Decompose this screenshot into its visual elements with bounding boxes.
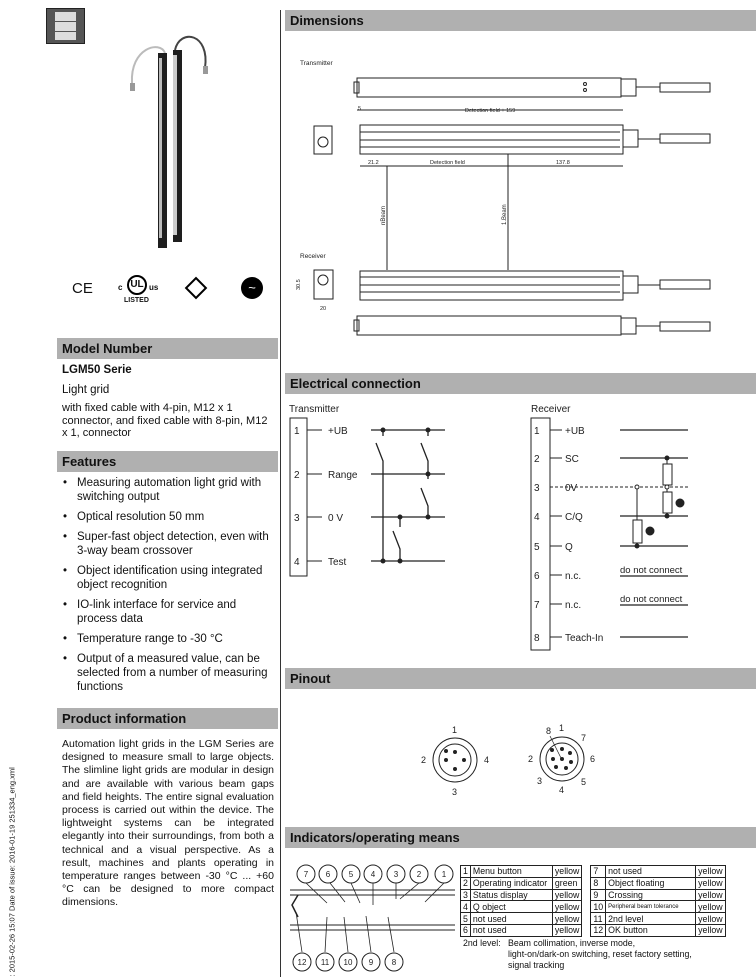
svg-text:+UB: +UB xyxy=(565,426,585,437)
feature-item: • IO-link interface for service and process data xyxy=(57,598,277,626)
svg-text:3: 3 xyxy=(534,483,540,494)
electrical-connection-header: Electrical connection xyxy=(285,373,756,394)
receiver-wiring xyxy=(531,404,688,650)
svg-text:2: 2 xyxy=(421,755,427,765)
svg-text:12: 12 xyxy=(297,958,307,967)
svg-text:5: 5 xyxy=(358,106,362,112)
svg-text:8: 8 xyxy=(534,633,540,644)
svg-text:20: 20 xyxy=(320,306,327,312)
svg-text:SC: SC xyxy=(565,454,579,465)
features-header: Features xyxy=(57,451,278,472)
svg-text:6: 6 xyxy=(325,870,331,879)
svg-text:10: 10 xyxy=(343,958,353,967)
svg-text:Teach-In: Teach-In xyxy=(565,633,604,644)
svg-text:n.c.: n.c. xyxy=(565,571,582,582)
svg-text:5: 5 xyxy=(581,777,587,787)
svg-text:7: 7 xyxy=(303,870,309,879)
svg-text:Detection field: Detection field xyxy=(430,160,465,166)
ce-mark: CE xyxy=(72,280,93,297)
ul-listed-mark: c UL us LISTED xyxy=(118,274,168,308)
svg-text:137.8: 137.8 xyxy=(556,160,570,166)
svg-text:C/Q: C/Q xyxy=(565,512,583,523)
table-row: 2 Operating indicator green 8 Object floating yellow xyxy=(461,877,726,889)
svg-text:1: 1 xyxy=(441,870,447,879)
svg-text:3: 3 xyxy=(537,776,543,786)
transmitter-wiring xyxy=(289,404,445,576)
product-information-header: Product information xyxy=(57,708,278,729)
svg-text:4: 4 xyxy=(484,755,490,765)
svg-text:Transmitter: Transmitter xyxy=(289,404,340,415)
svg-text:n.c.: n.c. xyxy=(565,600,582,611)
table-row: 4 Q object yellow 10 Peripheral beam tolerance yellow xyxy=(461,901,726,913)
feature-item: • Output of a measured value, can be selected from a number of measuring functions xyxy=(57,652,277,694)
svg-text:4: 4 xyxy=(559,785,565,795)
svg-text:3: 3 xyxy=(393,870,399,879)
svg-text:3: 3 xyxy=(294,513,300,524)
svg-text:4: 4 xyxy=(294,557,300,568)
svg-text:nBeam: nBeam xyxy=(381,205,387,225)
feature-item: • Super-fast object detection, even with 3-way beam crossover xyxy=(57,530,277,558)
svg-text:1: 1 xyxy=(534,426,540,437)
svg-text:4: 4 xyxy=(534,512,540,523)
svg-text:1: 1 xyxy=(452,725,458,735)
svg-text:2: 2 xyxy=(416,870,422,879)
table-row: 6 not used yellow 12 OK button yellow xyxy=(461,924,726,936)
svg-text:2: 2 xyxy=(294,470,300,481)
svg-text:Detection field + 159: Detection field + 159 xyxy=(465,108,516,114)
svg-text:2: 2 xyxy=(534,454,540,465)
svg-text:9: 9 xyxy=(368,958,374,967)
svg-text:Q: Q xyxy=(565,542,573,553)
svg-text:6: 6 xyxy=(590,754,596,764)
svg-text:30.5: 30.5 xyxy=(296,279,302,290)
svg-text:21.2: 21.2 xyxy=(368,160,379,166)
table-row: 1 Menu button yellow 7 not used yellow xyxy=(461,866,726,878)
pinout-header: Pinout xyxy=(285,668,756,689)
svg-text:2: 2 xyxy=(528,754,534,764)
model-name: LGM50 Serie xyxy=(62,364,132,376)
svg-text:7: 7 xyxy=(581,733,587,743)
svg-text:1.Beam: 1.Beam xyxy=(502,204,508,225)
svg-text:3: 3 xyxy=(452,787,458,797)
indicators-header: Indicators/operating means xyxy=(285,827,756,848)
dimensions-header: Dimensions xyxy=(285,10,756,31)
svg-text:6: 6 xyxy=(534,571,540,582)
io-link-icon: ~ xyxy=(241,277,263,299)
svg-text:Range: Range xyxy=(328,470,358,481)
svg-text:11: 11 xyxy=(320,958,330,967)
svg-text:Receiver: Receiver xyxy=(300,253,326,260)
table-row: 3 Status display yellow 9 Crossing yellow xyxy=(461,889,726,901)
pinout-drawing xyxy=(421,723,595,797)
issue-date-note: : 2015-02-26 15:07 Date of issue: 2016-01-19 251334_eng.xml xyxy=(7,767,17,977)
feature-item: • Optical resolution 50 mm xyxy=(57,510,277,524)
feature-item: • Object identification using integrated object recognition xyxy=(57,564,277,592)
svg-text:5: 5 xyxy=(348,870,354,879)
svg-text:7: 7 xyxy=(534,600,540,611)
svg-text:0 V: 0 V xyxy=(328,513,344,524)
svg-text:4: 4 xyxy=(370,870,376,879)
product-type: Light grid xyxy=(62,384,110,396)
feature-item: • Measuring automation light grid with switching output xyxy=(57,476,277,504)
feature-item: • Temperature range to -30 °C xyxy=(57,632,277,646)
svg-text:5: 5 xyxy=(534,542,540,553)
indicators-table xyxy=(460,865,726,937)
product-description: with fixed cable with 4-pin, M12 x 1 connector, and fixed cable with 8-pin, M12 x 1, connector xyxy=(62,402,268,439)
svg-text:do not connect: do not connect xyxy=(620,565,683,576)
svg-text:8: 8 xyxy=(391,958,397,967)
product-information-text: Automation light grids in the LGM Series are designed to measure small to large objects. The slimline light grids are modular in design and are available with various beam gaps and field heights. The entire signal evaluation process is carried out within the device. The lightweight systems can be integrated elegantly into their surroundings, from both a technical and a visual perspective. As a result, machines and plants operating in temperature ranges between -30 °C ... +60 °C can be designed to more compact dimensions. xyxy=(62,738,274,909)
svg-text:do not connect: do not connect xyxy=(620,594,683,605)
dimension-drawing xyxy=(296,60,710,335)
model-number-header: Model Number xyxy=(57,338,278,359)
table-row: 5 not used yellow 11 2nd level yellow xyxy=(461,913,726,925)
svg-text:+UB: +UB xyxy=(328,426,348,437)
svg-text:1: 1 xyxy=(559,723,565,733)
svg-text:1: 1 xyxy=(294,426,300,437)
svg-text:8: 8 xyxy=(546,726,552,736)
svg-text:Test: Test xyxy=(328,557,347,568)
indicator-drawing xyxy=(290,865,455,971)
svg-text:0V: 0V xyxy=(565,483,578,494)
svg-text:Receiver: Receiver xyxy=(531,404,571,415)
svg-text:Transmitter: Transmitter xyxy=(300,60,333,67)
